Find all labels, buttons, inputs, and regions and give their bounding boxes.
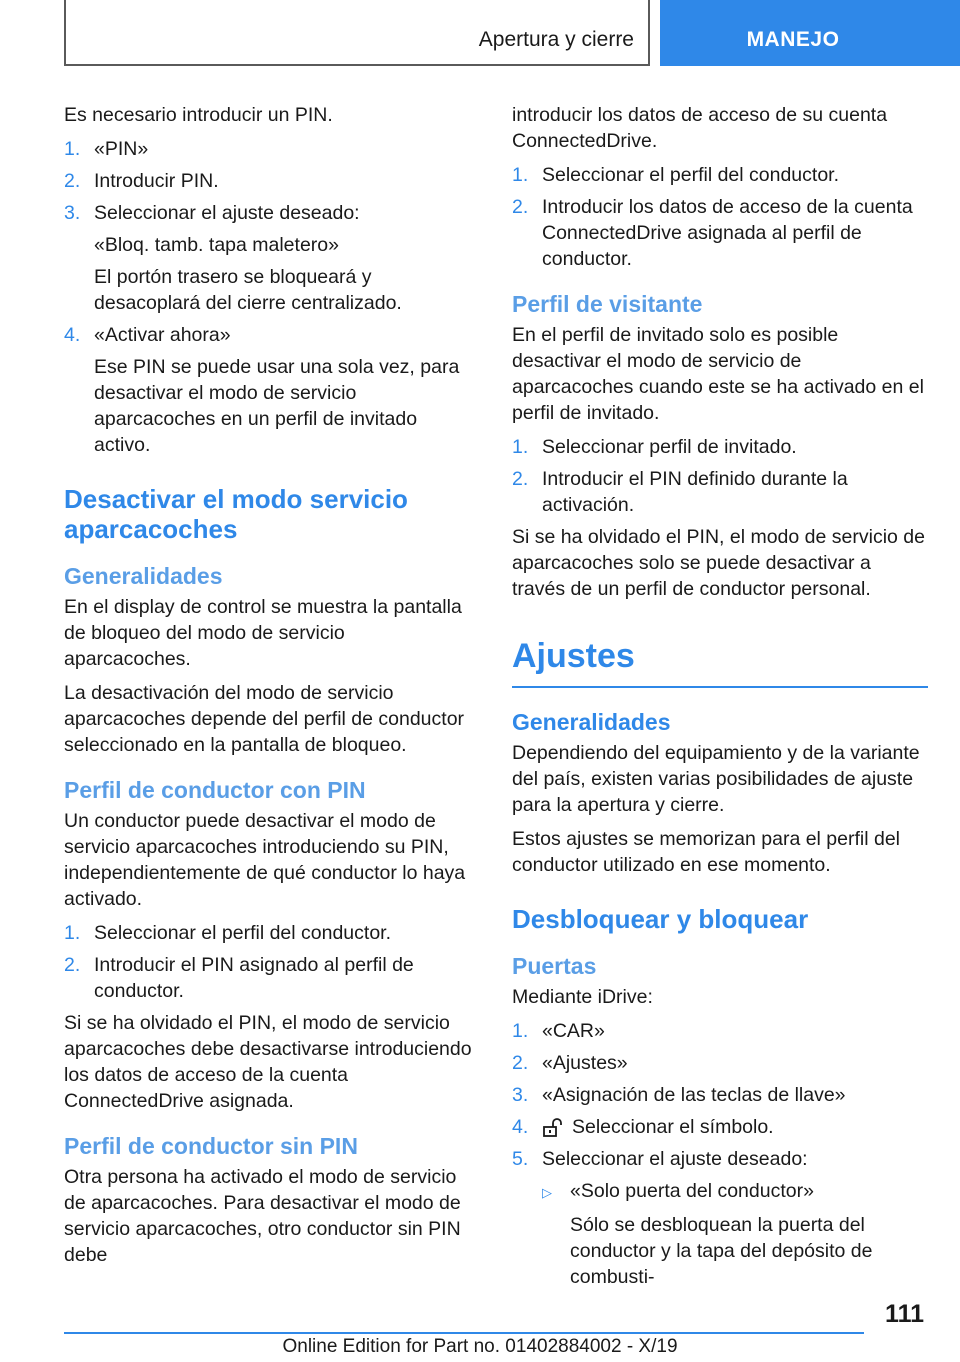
step-number: 1. <box>64 922 81 944</box>
step-number: 2. <box>64 954 81 976</box>
step-number: 2. <box>512 468 529 490</box>
step-text: Seleccionar el perfil del conductor. <box>542 164 840 186</box>
paragraph: Un conductor puede desactivar el modo de servicio aparcacoches introduciendo su PIN, independientemente de qué conductor lo haya activado. <box>64 810 466 910</box>
step-subtext: El portón trasero se bloqueará y desacoplará del cierre centralizado. <box>94 266 402 314</box>
header-section-title: Apertura y cierre <box>478 28 634 51</box>
step-text: «Ajustes» <box>542 1052 628 1074</box>
page-number: 111 <box>885 1300 924 1328</box>
step-number: 1. <box>512 164 529 186</box>
chapter-heading-ajustes: Ajustes <box>512 636 928 688</box>
subheading-generalidades: Generalidades <box>64 563 223 589</box>
step-text: Seleccionar perfil de invitado. <box>542 436 797 458</box>
step-text: «CAR» <box>542 1020 605 1042</box>
step-text: Seleccionar el símbolo. <box>572 1116 774 1138</box>
list-item <box>512 162 928 188</box>
list-item <box>512 434 928 460</box>
step-text: Introducir los datos de acceso de la cuenta ConnectedDrive asignada al perfil de conductor. <box>542 196 913 270</box>
step-number: 1. <box>512 436 529 458</box>
step-text: Introducir el PIN definido durante la activación. <box>542 468 848 516</box>
section-heading-desbloquear: Desbloquear y bloquear <box>512 904 809 934</box>
list-item <box>512 1050 928 1076</box>
step-number: 1. <box>64 138 81 160</box>
paragraph: Si se ha olvidado el PIN, el modo de servicio de aparcacoches solo se puede desactivar a través de un perfil de conductor personal. <box>512 526 925 600</box>
list-item <box>512 466 928 518</box>
intro-text: Es necesario introducir un PIN. <box>64 104 333 126</box>
list-item <box>64 136 476 162</box>
step-text-with-icon <box>542 1114 928 1140</box>
subheading-sin-pin: Perfil de conductor sin PIN <box>64 1133 358 1159</box>
unlock-icon <box>542 1118 564 1138</box>
step-number: 2. <box>512 1052 529 1074</box>
step-number: 2. <box>512 196 529 218</box>
step-subtext: Ese PIN se puede usar una sola vez, para desactivar el modo de servicio aparcacoches en un perfil de invitado activo. <box>94 356 460 456</box>
list-item <box>512 1082 928 1108</box>
list-item <box>512 194 928 272</box>
footer-edition: Online Edition for Part no. 01402884002 - X/19 <box>282 1336 678 1357</box>
step-number: 5. <box>512 1148 529 1170</box>
step-subtext: «Bloq. tamb. tapa maletero» <box>94 234 339 256</box>
paragraph: Si se ha olvidado el PIN, el modo de servicio aparcacoches debe desactivarse introduciendo los datos de acceso de la cuenta ConnectedDrive asignada. <box>64 1012 472 1112</box>
subheading-puertas: Puertas <box>512 953 597 979</box>
bullet-item <box>512 1178 928 1206</box>
bullet-text: «Solo puerta del conductor» <box>570 1180 814 1202</box>
list-item <box>512 1018 928 1044</box>
bullet-subtext: Sólo se desbloquean la puerta del conductor y la tapa del depósito de combusti- <box>570 1214 873 1288</box>
left-column <box>64 102 476 1276</box>
step-number: 2. <box>64 170 81 192</box>
section-heading-desactivar: Desactivar el modo servicio aparcacoches <box>64 484 408 544</box>
subheading-con-pin: Perfil de conductor con PIN <box>64 777 366 803</box>
paragraph: Estos ajustes se memorizan para el perfil del conductor utilizado en ese momento. <box>512 828 901 876</box>
list-item <box>64 322 476 348</box>
subheading-generalidades: Generalidades <box>512 709 671 735</box>
triangle-bullet-icon: ▷ <box>542 1185 552 1200</box>
header-tab-label: MANEJO <box>746 28 840 51</box>
step-text: Introducir PIN. <box>94 170 219 192</box>
step-text: «Activar ahora» <box>94 324 231 346</box>
step-text: «PIN» <box>94 138 149 160</box>
paragraph: En el perfil de invitado solo es posible desactivar el modo de servicio de aparcacoches cuando este se ha activado en el perfil de invitado. <box>512 324 924 424</box>
header-tab-box <box>660 0 960 66</box>
paragraph: Mediante iDrive: <box>512 986 653 1008</box>
list-item <box>64 920 476 946</box>
right-column <box>512 102 928 1296</box>
step-number: 1. <box>512 1020 529 1042</box>
step-text: Seleccionar el ajuste deseado: <box>542 1148 808 1170</box>
step-text: Seleccionar el ajuste deseado: <box>94 202 360 224</box>
list-item <box>512 1146 928 1172</box>
paragraph: Dependiendo del equipamiento y de la variante del país, existen varias posibilidades de ajuste para la apertura y cierre. <box>512 742 920 816</box>
step-number: 4. <box>64 324 81 346</box>
paragraph: introducir los datos de acceso de su cuenta ConnectedDrive. <box>512 104 888 152</box>
footer-divider <box>64 1332 864 1334</box>
paragraph: La desactivación del modo de servicio aparcacoches depende del perfil de conductor seleccionado en la pantalla de bloqueo. <box>64 682 465 756</box>
step-number: 3. <box>512 1084 529 1106</box>
header-section-box <box>64 0 650 66</box>
list-item <box>512 1114 928 1140</box>
step-text: Introducir el PIN asignado al perfil de conductor. <box>94 954 414 1002</box>
list-item <box>64 200 476 226</box>
step-text: «Asignación de las teclas de llave» <box>542 1084 846 1106</box>
subheading-visitante: Perfil de visitante <box>512 291 703 317</box>
paragraph: En el display de control se muestra la pantalla de bloqueo del modo de servicio aparcacoches. <box>64 596 462 670</box>
step-text: Seleccionar el perfil del conductor. <box>94 922 392 944</box>
list-item <box>64 952 476 1004</box>
step-number: 4. <box>512 1116 529 1138</box>
step-number: 3. <box>64 202 81 224</box>
paragraph: Otra persona ha activado el modo de servicio de aparcacoches. Para desactivar el modo de servicio aparcacoches, otro conductor sin PIN debe <box>64 1166 461 1266</box>
list-item <box>64 168 476 194</box>
